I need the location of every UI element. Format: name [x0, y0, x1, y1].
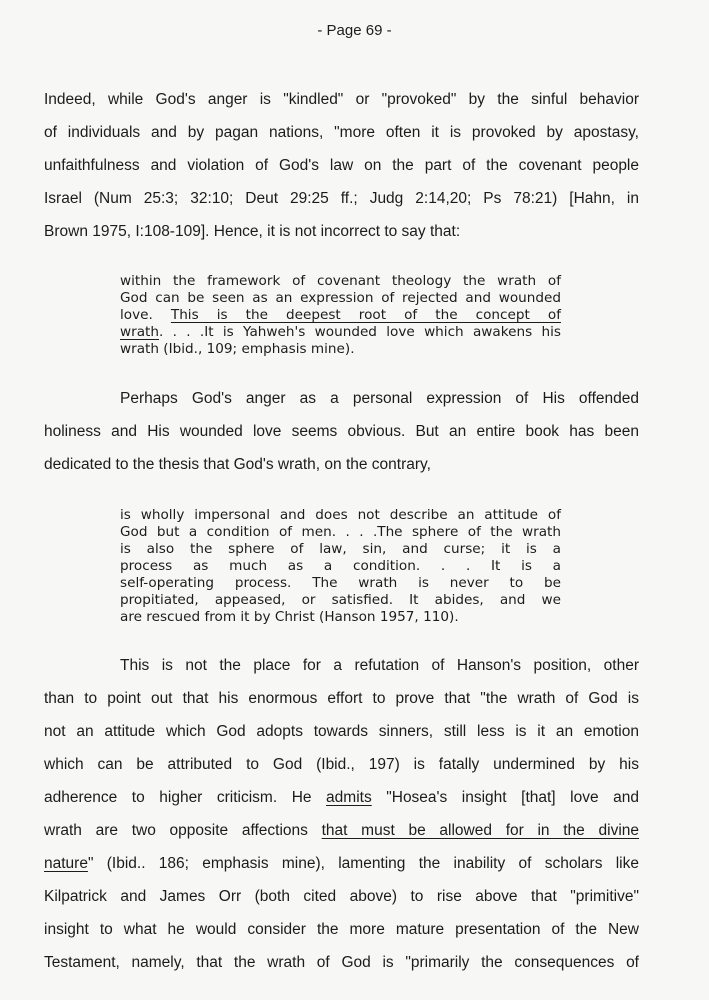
- quote-1-line: [120, 307, 561, 324]
- paragraph-3-line: [44, 788, 639, 808]
- paragraph-3-line: [44, 821, 639, 841]
- paragraph-3-line: not an attitude which God adopts towards sinners, still less is it an emotion: [44, 723, 639, 740]
- paragraph-3-text: "Hosea's insight [that] love and: [371, 789, 639, 806]
- paragraph-3-line: Testament, namely, that the wrath of God is "primarily the consequences of: [44, 954, 639, 971]
- quote-2-line: God but a condition of men. . . .The sphere of the wrath: [120, 524, 561, 540]
- quote-2-line: is also the sphere of law, sin, and curse; it is a: [120, 541, 561, 557]
- paragraph-2-line: dedicated to the thesis that God's wrath, on the contrary,: [44, 456, 431, 473]
- paragraph-1-line: unfaithfulness and violation of God's law on the part of the covenant people: [44, 157, 639, 174]
- quote-2-line: process as much as a condition. . . It is a: [120, 558, 561, 574]
- paragraph-3-line: Kilpatrick and James Orr (both cited above) to rise above that "primitive": [44, 888, 639, 905]
- quote-1-underlined-emphasis: wrath: [120, 324, 159, 340]
- quote-1-text: . . . .It is Yahweh's wounded love which awakens his: [158, 324, 561, 340]
- quote-1-line: God can be seen as an expression of rejected and wounded: [120, 290, 561, 306]
- paragraph-3-line: This is not the place for a refutation of Hanson's position, other: [120, 657, 639, 674]
- underlined-emphasis: nature: [44, 855, 88, 872]
- quote-2-line: are rescued from it by Christ (Hanson 1957, 110).: [120, 609, 459, 625]
- paragraph-3-text: adherence to higher criticism. He: [44, 789, 327, 806]
- paragraph-3-text: wrath are two opposite affections: [44, 822, 322, 839]
- paragraph-1-line: Brown 1975, I:108-109]. Hence, it is not incorrect to say that:: [44, 223, 461, 240]
- paragraph-3-text: " (Ibid.. 186; emphasis mine), lamenting the inability of scholars like: [87, 855, 639, 872]
- paragraph-3-line: than to point out that his enormous effort to prove that "the wrath of God is: [44, 690, 639, 707]
- underlined-emphasis: that must be allowed for in the divine: [321, 822, 640, 839]
- quote-1-text: love.: [120, 307, 171, 323]
- page-number: - Page 69 -: [317, 22, 392, 39]
- paragraph-2-line: holiness and His wounded love seems obvious. But an entire book has been: [44, 423, 639, 440]
- paragraph-1-line: of individuals and by pagan nations, "more often it is provoked by apostasy,: [44, 124, 639, 141]
- quote-2-line: propitiated, appeased, or satisfied. It abides, and we: [120, 592, 561, 608]
- quote-2-line: is wholly impersonal and does not describe an attitude of: [120, 507, 561, 523]
- quote-1-line: [120, 324, 561, 341]
- paragraph-1-line: Indeed, while God's anger is "kindled" or "provoked" by the sinful behavior: [44, 91, 639, 108]
- paragraph-3-line: which can be attributed to God (Ibid., 197) is fatally undermined by his: [44, 756, 639, 773]
- quote-1-line: wrath (Ibid., 109; emphasis mine).: [120, 341, 355, 357]
- paragraph-3-line: insight to what he would consider the more mature presentation of the New: [44, 921, 639, 938]
- paragraph-2-line: Perhaps God's anger as a personal expression of His offended: [120, 390, 639, 407]
- paragraph-3-line: [44, 854, 639, 874]
- underlined-emphasis: admits: [326, 789, 372, 806]
- paragraph-1-line: Israel (Num 25:3; 32:10; Deut 29:25 ff.; Judg 2:14,20; Ps 78:21) [Hahn, in: [44, 190, 639, 207]
- quote-1-underlined-emphasis: This is the deepest root of the concept of: [170, 307, 561, 323]
- quote-1-line: within the framework of covenant theology the wrath of: [120, 273, 561, 289]
- quote-2-line: self-operating process. The wrath is never to be: [120, 575, 561, 591]
